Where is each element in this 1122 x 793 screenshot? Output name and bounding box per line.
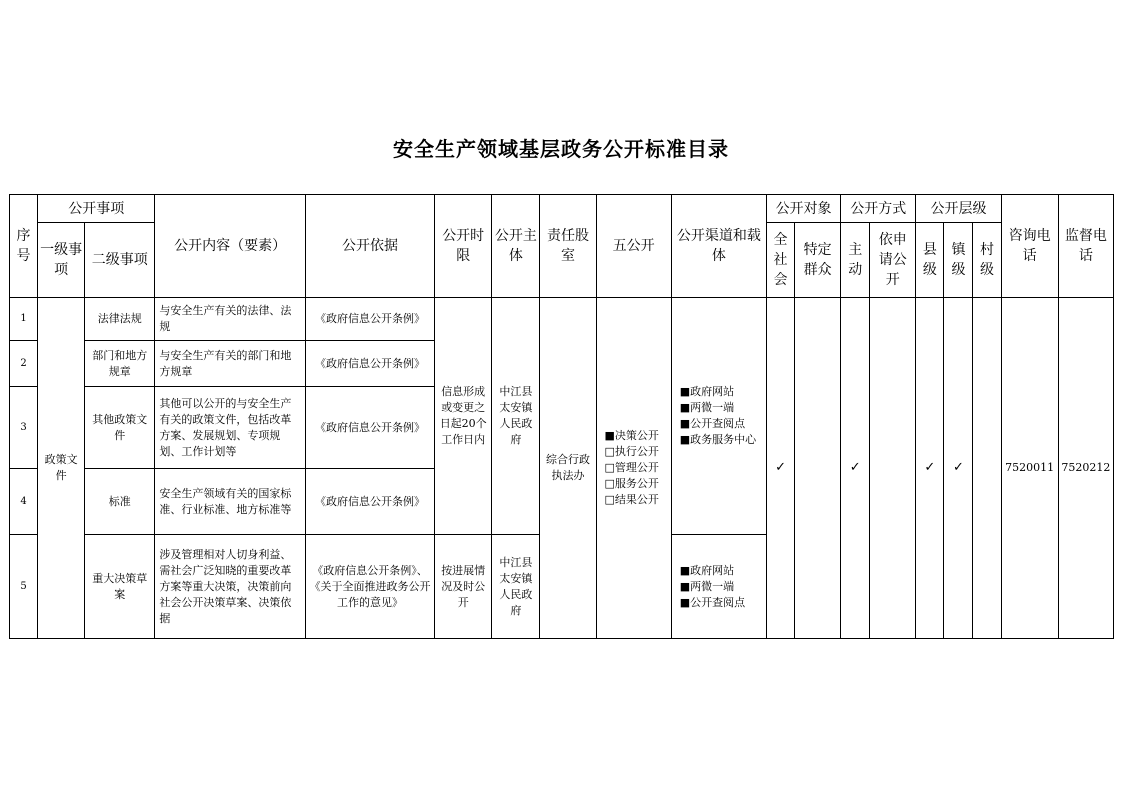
header-time-limit: 公开时限 <box>435 195 492 298</box>
target-all-check: ✓ <box>766 298 794 639</box>
row-content: 涉及管理相对人切身利益、需社会广泛知晓的重要改革方案等重大决策，决策前向社会公开决策草案、决策依据 <box>155 535 305 639</box>
channel-cell-2 <box>671 535 766 639</box>
row-content: 与安全生产有关的部门和地方规章 <box>155 341 305 387</box>
channel-item: ■两微一端 <box>679 401 735 414</box>
five-open-item: □执行公开 <box>604 445 659 458</box>
time-limit-1: 信息形成或变更之日起20个工作日内 <box>435 298 492 535</box>
row-seq: 1 <box>10 298 38 341</box>
header-channel: 公开渠道和载体 <box>671 195 766 298</box>
mode-apply-cell <box>870 298 916 639</box>
five-open-item: □管理公开 <box>604 461 659 474</box>
header-matters: 公开事项 <box>38 195 155 223</box>
header-supervise: 监督电话 <box>1058 195 1113 298</box>
group-level1: 政策文件 <box>38 298 85 639</box>
header-level1: 一级事项 <box>38 223 85 298</box>
row-seq: 2 <box>10 341 38 387</box>
channel-item: ■公开查阅点 <box>679 417 746 430</box>
catalog-table <box>9 194 1114 639</box>
channel-item: ■公开查阅点 <box>679 595 746 609</box>
row-basis: 《政府信息公开条例》 <box>305 298 434 341</box>
row-basis: 《政府信息公开条例》 <box>305 387 434 469</box>
row-level2: 法律法规 <box>85 298 155 341</box>
five-open-cell <box>596 298 671 639</box>
subject-1: 中江县太安镇人民政府 <box>492 298 540 535</box>
row-seq: 5 <box>10 535 38 639</box>
row-level2: 重大决策草案 <box>85 535 155 639</box>
five-open-item: □服务公开 <box>604 477 659 490</box>
row-seq: 4 <box>10 469 38 535</box>
consult-phone: 7520011 <box>1001 298 1058 639</box>
mode-active-check: ✓ <box>841 298 870 639</box>
level-county-check: ✓ <box>916 298 944 639</box>
page-title: 安全生产领域基层政务公开标准目录 <box>393 137 729 161</box>
header-five-open: 五公开 <box>596 195 671 298</box>
row-basis: 《政府信息公开条例》、《关于全面推进政务公开工作的意见》 <box>305 535 434 639</box>
row-basis: 《政府信息公开条例》 <box>305 341 434 387</box>
time-limit-2: 按进展情况及时公开 <box>435 535 492 639</box>
row-basis: 《政府信息公开条例》 <box>305 469 434 535</box>
row-level2: 标准 <box>85 469 155 535</box>
supervise-phone: 7520212 <box>1058 298 1113 639</box>
row-content: 安全生产领域有关的国家标准、行业标准、地方标准等 <box>155 469 305 535</box>
level-town-check: ✓ <box>944 298 973 639</box>
header-subject: 公开主体 <box>492 195 540 298</box>
row-level2: 其他政策文件 <box>85 387 155 469</box>
row-content: 与安全生产有关的法律、法规 <box>155 298 305 341</box>
header-level-county: 县级 <box>916 223 944 298</box>
channel-cell-1 <box>671 298 766 535</box>
header-level-village: 村级 <box>973 223 1001 298</box>
header-level-town: 镇级 <box>944 223 973 298</box>
header-target-all: 全社会 <box>766 223 794 298</box>
header-target: 公开对象 <box>766 195 840 223</box>
five-open-item: □结果公开 <box>604 493 659 506</box>
header-office: 责任股室 <box>540 195 596 298</box>
header-mode-active: 主动 <box>841 223 870 298</box>
channel-item: ■两微一端 <box>679 579 735 593</box>
row-seq: 3 <box>10 387 38 469</box>
header-target-specific: 特定群众 <box>795 223 841 298</box>
channel-item: ■政府网站 <box>679 385 735 398</box>
header-level2: 二级事项 <box>85 223 155 298</box>
header-level: 公开层级 <box>916 195 1001 223</box>
row-level2: 部门和地方规章 <box>85 341 155 387</box>
header-seq: 序号 <box>10 195 38 298</box>
header-basis: 公开依据 <box>305 195 434 298</box>
row-content: 其他可以公开的与安全生产有关的政策文件，包括改革方案、发展规划、专项规划、工作计划等 <box>155 387 305 469</box>
channel-item: ■政务服务中心 <box>679 433 757 446</box>
responsible-office: 综合行政执法办 <box>540 298 596 639</box>
level-village-cell <box>973 298 1001 639</box>
header-consult: 咨询电话 <box>1001 195 1058 298</box>
target-specific-cell <box>795 298 841 639</box>
header-mode-apply: 依申请公开 <box>870 223 916 298</box>
subject-2: 中江县太安镇人民政府 <box>492 535 540 639</box>
header-mode: 公开方式 <box>841 195 916 223</box>
header-content: 公开内容（要素） <box>155 195 305 298</box>
five-open-item: ■决策公开 <box>604 429 659 442</box>
channel-item: ■政府网站 <box>679 563 735 577</box>
table-row <box>10 298 1114 341</box>
